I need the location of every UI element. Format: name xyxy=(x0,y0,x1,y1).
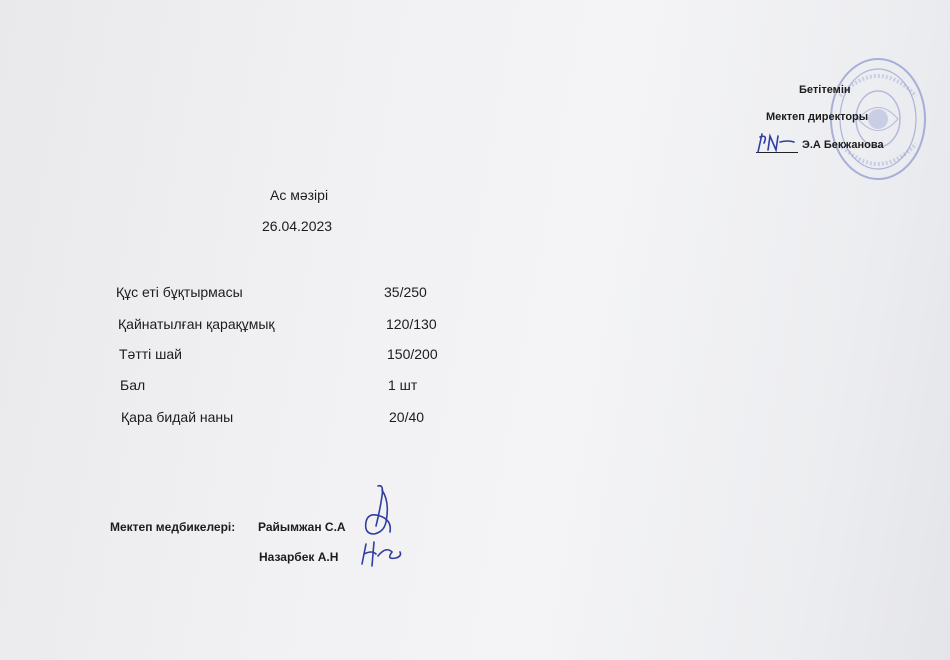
nurse-signature-1 xyxy=(356,482,404,542)
menu-item-name: Тәтті шай xyxy=(119,346,182,362)
menu-item-name: Қайнатылған қарақұмық xyxy=(118,316,275,332)
menu-title: Ас мәзірі xyxy=(270,187,329,203)
menu-item-name: Құс еті бұқтырмасы xyxy=(116,284,243,300)
menu-item-name: Қара бидай наны xyxy=(121,409,234,425)
menu-item-name: Бал xyxy=(120,377,146,393)
menu-item-portion: 120/130 xyxy=(386,316,437,332)
approval-line-1: Бетітемін xyxy=(799,84,851,96)
menu-date: 26.04.2023 xyxy=(262,218,333,234)
menu-item-portion: 35/250 xyxy=(384,284,427,300)
nurse-signature-2 xyxy=(356,536,406,572)
approval-line-2: Мектеп директоры xyxy=(766,111,869,123)
director-signature xyxy=(752,128,800,158)
nurse-name-1: Райымжан С.А xyxy=(258,520,346,534)
nurse-name-2: Назарбек А.Н xyxy=(259,550,339,564)
menu-item-portion: 1 шт xyxy=(388,377,418,393)
menu-item-portion: 150/200 xyxy=(387,346,438,362)
nurses-label: Мектеп медбикелері: xyxy=(110,520,236,534)
menu-item-portion: 20/40 xyxy=(389,409,425,425)
director-name: Э.А Бекжанова xyxy=(802,139,884,151)
